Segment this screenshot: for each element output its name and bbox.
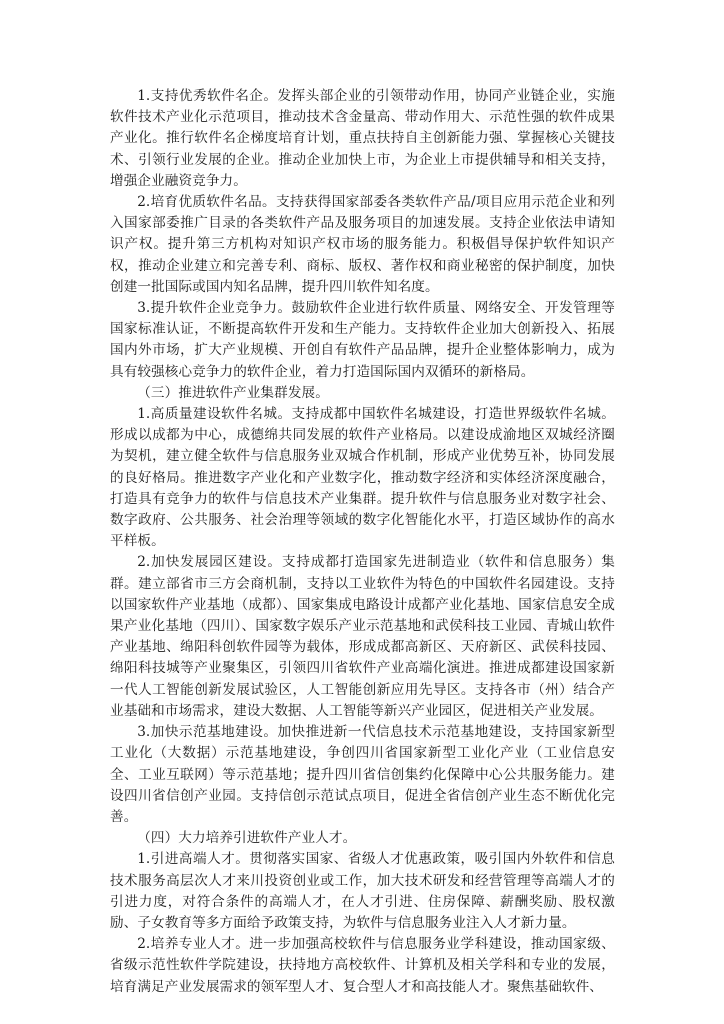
paragraph-professional-talent: 2.培养专业人才。进一步加强高校软件与信息服务业学科建设，推动国家级、省级示范性软件学院建设，扶持地方高校软件、计算机及相关学科和专业的发展，培育满足产业发展需求的领军型人才、复合型人才和高技能人才。聚焦基础软件、 <box>110 936 615 995</box>
section-heading-industry-clusters: （三）推进软件产业集群发展。 <box>137 384 329 401</box>
paragraph-high-end-talent: 1.引进高端人才。贯彻落实国家、省级人才优惠政策，吸引国内外软件和信息技术服务高层次人才来川投资创业或工作，加大技术研发和经营管理等高端人才的引进力度，对符合条件的高端人才，在人才引进、住房保障、薪酬奖励、股权激励、子女教育等多方面给予政策支持，为软件与信息服务业注入人才新力量。 <box>110 851 615 931</box>
paragraph-demonstration-bases: 3.加快示范基地建设。加快推进新一代信息技术示范基地建设，支持国家新型工业化（大数据）示范基地建设，争创四川省国家新型工业化产业（工业信息安全、工业互联网）等示范基地；提升四川省信创集约化保障中心公共服务能力。建设四川省信创产业园。支持信创示范试点项目，促进全省信创产业生态不断优化完善。 <box>110 724 615 825</box>
paragraph-cultivate-software-products: 2.培育优质软件名品。支持获得国家部委各类软件产品/项目应用示范企业和列入国家部委推广目录的各类软件产品及服务项目的加速发展。支持企业依法申请知识产权。提升第三方机构对知识产权市场的服务能力。积极倡导保护软件知识产权，推动企业建立和完善专利、商标、版权、著作权和商业秘密的保护制度，加快创建一批国际或国内知名品牌，提升四川软件知名度。 <box>110 194 615 295</box>
document-body <box>110 86 615 998</box>
paragraph-park-construction: 2.加快发展园区建设。支持成都打造国家先进制造业（软件和信息服务）集群。建立部省市三方会商机制，支持以工业软件为特色的中国软件名园建设。支持以国家软件产业基地（成都）、国家集成电路设计成都产业化基地、国家信息安全成果产业化基地（四川）、国家数字娱乐产业示范基地和武侯科技工业园、青城山软件产业基地、绵阳科创软件园等为载体，形成成都高新区、天府新区、武侯科技园、绵阳科技城等产业聚集区，引领四川省软件产业高端化演进。推进成都建设国家新一代人工智能创新发展试验区，人工智能创新应用先导区。支持各市（州）结合产业基础和市场需求，建设大数据、人工智能等新兴产业园区，促进相关产业发展。 <box>110 554 615 719</box>
section-heading-talent: （四）大力培养引进软件产业人才。 <box>137 830 357 847</box>
paragraph-enterprise-competitiveness: 3.提升软件企业竞争力。鼓励软件企业进行软件质量、网络安全、开发管理等国家标准认证，不断提高软件开发和生产能力。支持软件企业加大创新投入、拓展国内外市场，扩大产业规模、开创自有软件产品品牌，提升企业整体影响力，成为具有较强核心竞争力的软件企业，着力打造国际国内双循环的新格局。 <box>110 300 615 380</box>
paragraph-support-software-enterprises: 1.支持优秀软件名企。发挥头部企业的引领带动作用，协同产业链企业，实施软件技术产业化示范项目，推动技术含金量高、带动作用大、示范性强的软件成果产业化。推行软件名企梯度培育计划，重点扶持自主创新能力强、掌握核心关键技术、引领行业发展的企业。推动企业加快上市，为企业上市提供辅导和相关支持，增强企业融资竞争力。 <box>110 88 615 189</box>
paragraph-software-city: 1.高质量建设软件名城。支持成都中国软件名城建设，打造世界级软件名城。形成以成都为中心，成德绵共同发展的软件产业格局。以建设成渝地区双城经济圈为契机，建立健全软件与信息服务业双城合作机制，形成产业优势互补，协同发展的良好格局。推进数字产业化和产业数字化，推动数字经济和实体经济深度融合，打造具有竞争力的软件与信息技术产业集群。提升软件与信息服务业对数字社会、数字政府、公共服务、社会治理等领域的数字化智能化水平，打造区域协作的高水平样板。 <box>110 406 615 550</box>
